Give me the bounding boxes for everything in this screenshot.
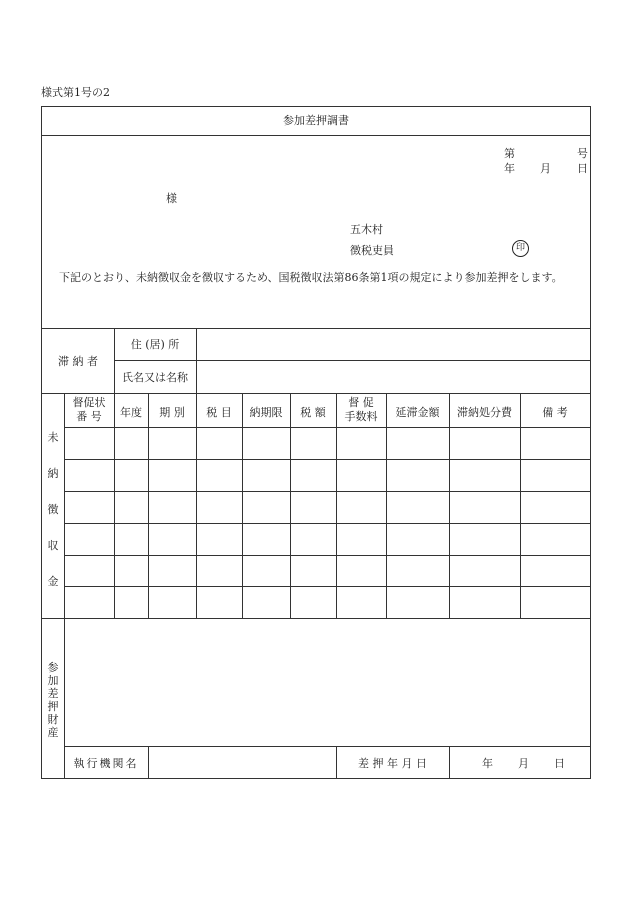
seizure-month: 月: [518, 757, 529, 770]
unpaid-char-1: 未: [47, 431, 59, 444]
col-tax-item: 税 目: [206, 406, 232, 419]
agency-field[interactable]: [149, 747, 335, 777]
form-number: 様式第1号の2: [41, 86, 110, 99]
seal-icon: 印: [512, 240, 529, 257]
property-char-3: 差: [47, 687, 59, 700]
col-notice-number: 督促状 番 号: [72, 396, 106, 423]
property-label: [42, 661, 64, 739]
unpaid-char-3: 徴: [47, 503, 59, 516]
seizure-record-form: [41, 106, 591, 779]
property-char-4: 押: [47, 700, 59, 713]
agency-label: 執行機関名: [73, 757, 139, 770]
col-fiscal-year: 年度: [120, 406, 142, 419]
name-label: 氏名又は名称: [122, 371, 188, 384]
form-title: 参加差押調書: [42, 107, 590, 136]
number-dai: 第: [504, 147, 515, 160]
village-name: 五木村: [350, 223, 383, 236]
address-field[interactable]: [197, 329, 589, 359]
property-char-2: 加: [47, 674, 59, 687]
unpaid-char-2: 納: [47, 467, 59, 480]
property-char-5: 財: [47, 713, 59, 726]
property-field[interactable]: [65, 619, 589, 745]
number-go: 号: [577, 147, 588, 160]
date-year: 年: [504, 162, 515, 175]
col-due-date: 納期限: [249, 406, 283, 419]
col-remarks: 備 考: [542, 406, 568, 419]
body-text: 下記のとおり、未納徴収金を徴収するため、国税徴収法第86条第1項の規定により参加差押をします。: [59, 271, 563, 284]
name-field[interactable]: [197, 361, 589, 392]
date-day: 日: [577, 162, 588, 175]
col-delinquency: 延滞金額: [395, 406, 440, 419]
seizure-year: 年: [482, 757, 493, 770]
col-disposition-fee: 滞納処分費: [457, 406, 512, 419]
col-tax-amount: 税 額: [300, 406, 326, 419]
tax-official: 徴税吏員: [350, 244, 394, 257]
seizure-date-label: 差 押 年 月 日: [358, 757, 427, 770]
addressee-sama: 様: [166, 192, 177, 205]
address-label: 住 (居) 所: [130, 338, 180, 351]
property-char-1: 参: [47, 661, 59, 674]
unpaid-char-4: 収: [47, 539, 59, 552]
property-char-6: 産: [47, 726, 59, 739]
col-period: 期 別: [159, 406, 185, 419]
date-month: 月: [540, 162, 551, 175]
col-notice-fee: 督 促 手数料: [344, 396, 378, 423]
unpaid-char-5: 金: [47, 575, 59, 588]
taxpayer-label: 滞 納 者: [58, 355, 98, 368]
seizure-day: 日: [554, 757, 565, 770]
